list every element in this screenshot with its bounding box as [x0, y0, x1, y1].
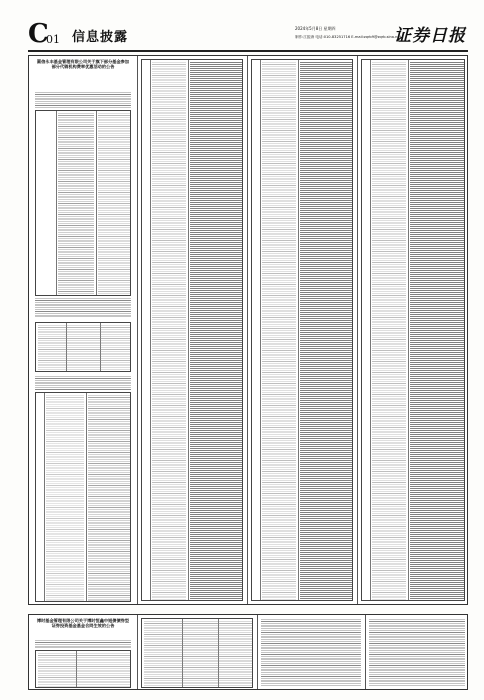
body-text-block — [35, 92, 131, 108]
newspaper-logo: 证券日报 — [394, 26, 466, 46]
section-letter: C — [28, 19, 49, 49]
fund-table — [35, 322, 131, 372]
column-divider — [137, 615, 138, 689]
fund-table — [35, 392, 131, 602]
fund-table — [141, 59, 243, 601]
body-text-block — [261, 619, 361, 687]
column-divider — [137, 56, 138, 604]
body-text-block — [35, 640, 131, 648]
column-divider — [257, 615, 258, 689]
fund-table — [361, 59, 465, 601]
masthead — [28, 19, 468, 49]
fund-info-table — [35, 650, 131, 688]
section-number: 01 — [46, 33, 60, 46]
editor-contact: 制作:江振涛 电话:010-83251716 E-mail:zqrb9@zqrb.sina.net — [295, 35, 402, 39]
issue-date: 2024年5月8日 星期四 — [295, 26, 336, 31]
fund-table — [251, 59, 353, 601]
body-text-block — [35, 298, 131, 318]
bottom-announcement-frame — [28, 614, 468, 690]
fund-table — [35, 110, 131, 296]
column-divider — [247, 56, 248, 604]
announcement-title: 圆信永丰基金管理有限公司关于旗下部分基金参加部分代销机构费率优惠活动的公告 — [36, 59, 130, 70]
column-divider — [365, 615, 366, 689]
announcement-title: 博时基金管理有限公司关于博时恒鑫中短债债券型证券投资基金基金合同生效的公告 — [36, 618, 130, 629]
main-announcement-frame — [28, 55, 468, 605]
section-title: 信息披露 — [72, 30, 129, 45]
header-rule — [28, 50, 468, 52]
body-text-block — [369, 619, 465, 687]
column-divider — [357, 56, 358, 604]
body-text-block — [35, 376, 131, 390]
fund-info-table — [141, 618, 253, 688]
